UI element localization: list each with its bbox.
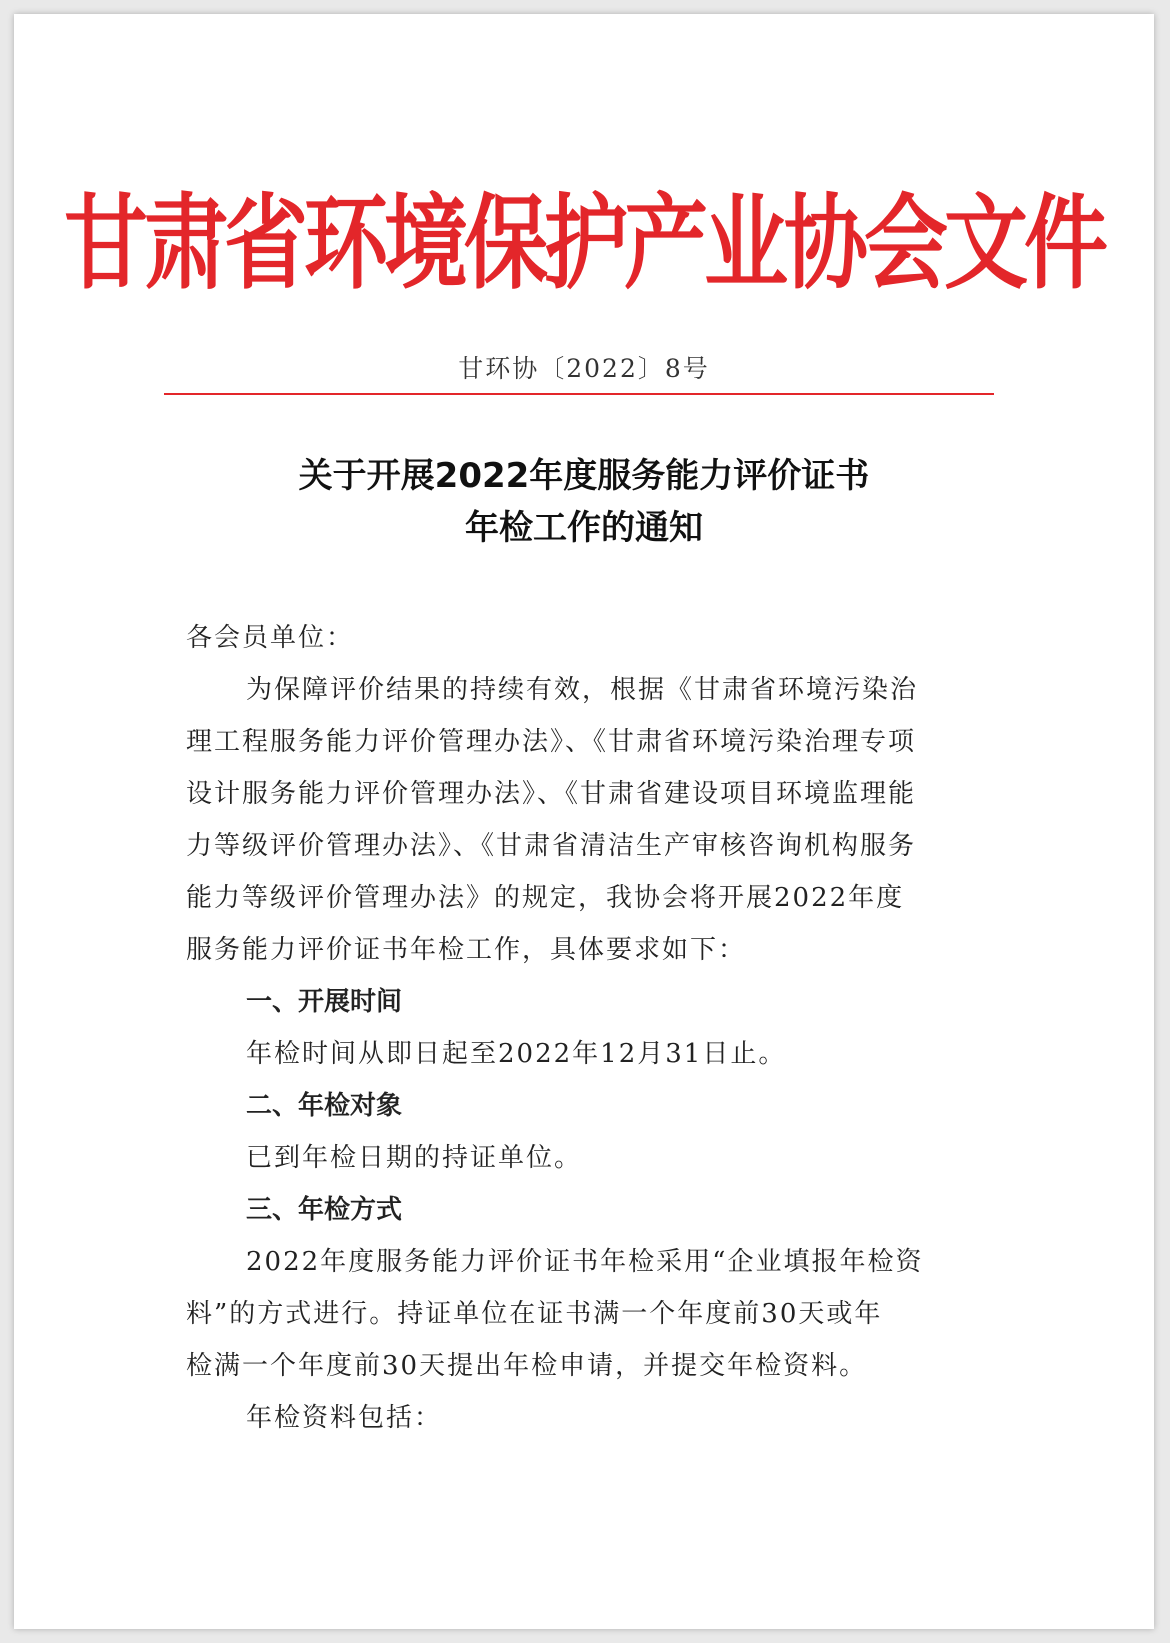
intro-line: 设计服务能力评价管理办法》、《甘肃省建设项目环境监理能: [186, 779, 917, 809]
section-text: 2022年度服务能力评价证书年检采用“企业填报年检资: [246, 1247, 924, 1277]
intro-line: 力等级评价管理办法》、《甘肃省清洁生产审核咨询机构服务: [186, 831, 917, 861]
closing-line: 年检资料包括：: [246, 1403, 443, 1433]
intro-line: 服务能力评价证书年检工作，具体要求如下：: [186, 935, 747, 965]
section-heading-method: 三、年检方式: [246, 1195, 403, 1225]
intro-line: 理工程服务能力评价管理办法》、《甘肃省环境污染治理专项: [186, 727, 917, 757]
red-divider-rule: [164, 393, 994, 395]
notice-title-line-2: 年检工作的通知: [465, 508, 703, 548]
notice-title: [14, 450, 1154, 554]
section-text: 检满一个年度前30天提出年检申请，并提交年检资料。: [186, 1351, 868, 1381]
salutation: 各会员单位：: [186, 623, 355, 653]
section-text: 年检时间从即日起至2022年12月31日止。: [246, 1039, 787, 1069]
intro-line: 能力等级评价管理办法》的规定，我协会将开展2022年度: [186, 883, 905, 913]
document-page: [14, 14, 1154, 1629]
document-number: 甘环协〔2022〕8号: [458, 354, 710, 383]
section-heading-target: 二、年检对象: [246, 1091, 403, 1121]
intro-line: 为保障评价结果的持续有效，根据《甘肃省环境污染治: [246, 675, 919, 705]
notice-body: [186, 612, 976, 1444]
notice-title-line-1: 关于开展2022年度服务能力评价证书: [298, 456, 870, 496]
section-text: 已到年检日期的持证单位。: [246, 1143, 583, 1173]
document-masthead: 甘肃省环境保护产业协会文件: [63, 183, 1104, 303]
section-text: 料”的方式进行。持证单位在证书满一个年度前30天或年: [186, 1299, 883, 1329]
section-heading-time: 一、开展时间: [246, 987, 403, 1017]
